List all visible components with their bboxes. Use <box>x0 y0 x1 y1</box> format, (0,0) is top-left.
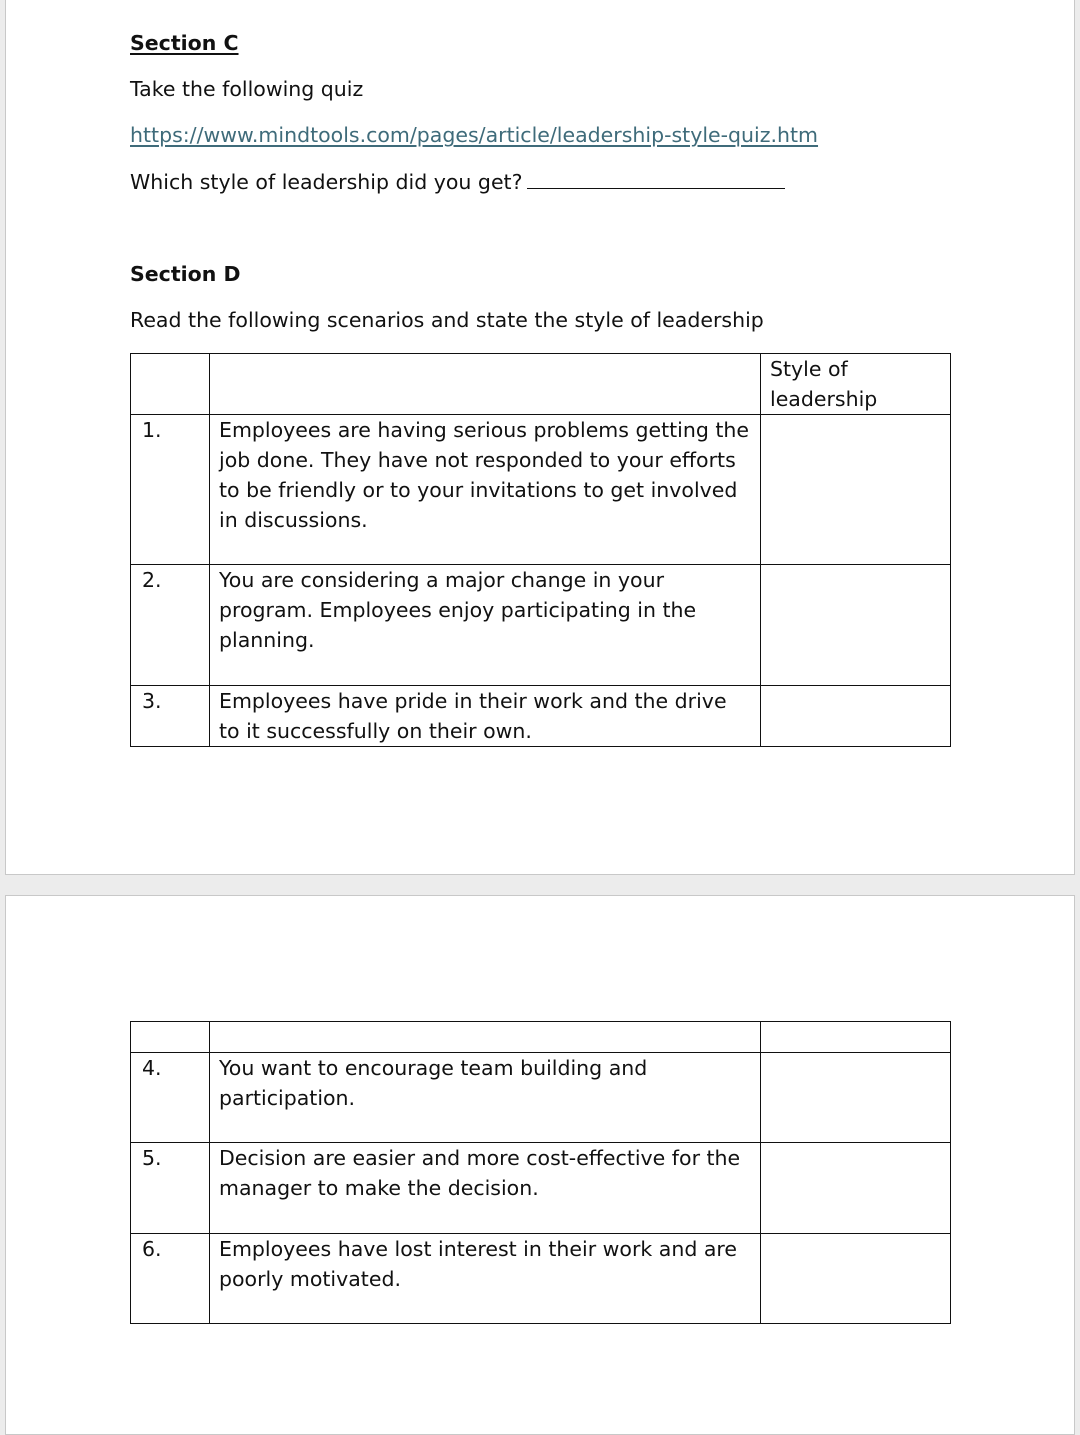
row-number: 2. <box>131 565 210 686</box>
row-number: 1. <box>131 415 210 565</box>
table-header-row <box>131 354 951 415</box>
table-row <box>131 565 951 686</box>
style-header: Style of leadership <box>761 354 951 415</box>
document-page-1 <box>5 0 1075 875</box>
table-row <box>131 1234 951 1324</box>
scenario-text: You are considering a major change in your program. Employees enjoy participating in the planning. <box>210 565 761 686</box>
style-answer-cell[interactable] <box>761 1234 951 1324</box>
table-header-row <box>131 1022 951 1053</box>
scenario-text: Employees have lost interest in their work and are poorly motivated. <box>210 1234 761 1324</box>
header-cell <box>210 354 761 415</box>
table-row <box>131 1143 951 1234</box>
style-answer-cell[interactable] <box>761 565 951 686</box>
row-number: 6. <box>131 1234 210 1324</box>
leadership-question-line <box>130 167 785 197</box>
section-c-heading: Section C <box>130 31 239 55</box>
leadership-question: Which style of leadership did you get? <box>130 170 523 194</box>
table-row <box>131 415 951 565</box>
style-answer-cell[interactable] <box>761 1053 951 1143</box>
section-d-instruction: Read the following scenarios and state the style of leadership <box>130 308 764 332</box>
header-cell <box>210 1022 761 1053</box>
scenario-text: Employees have pride in their work and the drive to it successfully on their own. <box>210 686 761 747</box>
row-number: 5. <box>131 1143 210 1234</box>
row-number: 3. <box>131 686 210 747</box>
scenario-table-part-1 <box>130 353 951 747</box>
scenario-table-part-2 <box>130 1021 951 1324</box>
section-c-instruction: Take the following quiz <box>130 77 364 101</box>
answer-blank[interactable] <box>527 168 785 189</box>
quiz-link[interactable]: https://www.mindtools.com/pages/article/leadership-style-quiz.htm <box>130 123 819 147</box>
section-d-heading: Section D <box>130 262 241 286</box>
row-number: 4. <box>131 1053 210 1143</box>
quiz-link-line <box>130 120 818 150</box>
style-answer-cell[interactable] <box>761 686 951 747</box>
table-row <box>131 686 951 747</box>
scenario-text: You want to encourage team building and participation. <box>210 1053 761 1143</box>
style-answer-cell[interactable] <box>761 415 951 565</box>
scenario-text: Employees are having serious problems getting the job done. They have not responded to your efforts to be friendly or to your invitations to get involved in discussions. <box>210 415 761 565</box>
header-cell <box>131 1022 210 1053</box>
header-cell <box>761 1022 951 1053</box>
document-page-2 <box>5 895 1075 1435</box>
style-answer-cell[interactable] <box>761 1143 951 1234</box>
table-row <box>131 1053 951 1143</box>
scenario-text: Decision are easier and more cost-effective for the manager to make the decision. <box>210 1143 761 1234</box>
header-cell <box>131 354 210 415</box>
